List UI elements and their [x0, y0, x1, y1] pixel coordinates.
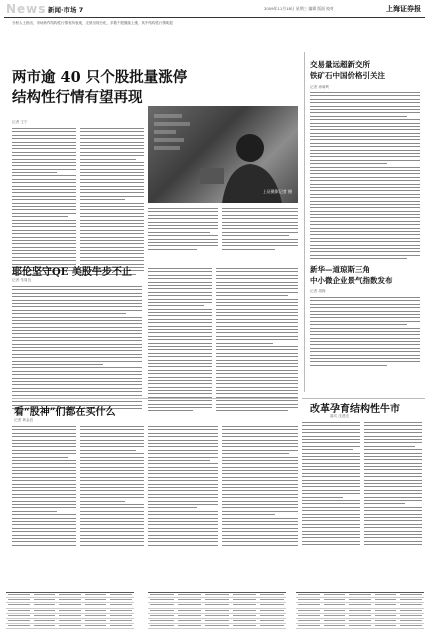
lead-body-col-2 — [80, 128, 144, 277]
market-table-3 — [296, 592, 424, 629]
masthead — [4, 2, 425, 16]
right-mid-body — [310, 297, 420, 368]
qe-body-col-2 — [148, 268, 212, 414]
newspaper-title: 上海证券报 — [386, 4, 421, 13]
lead-body-col-1 — [12, 128, 76, 277]
right-mid-headline-2: 中小微企业景气指数发布 — [310, 276, 393, 285]
qe-body-col-1 — [12, 286, 142, 411]
reform-body-col-2 — [364, 422, 422, 547]
photo-caption: 上证摄影记者 摄 — [262, 189, 292, 194]
lead-headline-1: 两市逾 40 只个股批量涨停 — [12, 69, 188, 86]
right-column-divider — [304, 52, 305, 392]
qe-body-col-3 — [216, 268, 298, 414]
buy-stock-body-col-2 — [80, 426, 144, 548]
lead-byline: 记者 王宁 — [12, 120, 28, 124]
right-top-headline-2: 铁矿石中国价格引关注 — [310, 71, 385, 80]
right-top-body — [310, 92, 420, 262]
lead-photo — [148, 106, 298, 203]
buy-stock-body-col-1 — [12, 426, 76, 548]
reform-body-col-1 — [302, 422, 360, 547]
masthead-brand: News — [6, 2, 47, 16]
qe-byline: 记者 朱周良 — [12, 278, 32, 282]
section-rule-1 — [12, 398, 298, 399]
lead-body-col-3 — [148, 208, 218, 252]
right-top-headline-1: 交易量远超新交所 — [310, 60, 370, 69]
masthead-rule — [4, 17, 425, 18]
market-table-2 — [148, 592, 286, 629]
reform-sub: 嘉宾 沈建光 — [330, 414, 350, 418]
buy-stock-byline: 记者 黄金滔 — [14, 418, 34, 422]
qe-headline: 耶伦坚守QE 美股牛步不止 — [12, 267, 132, 278]
lead-headline-2: 结构性行情有望再现 — [12, 89, 143, 106]
lead-body-col-4 — [222, 208, 298, 252]
buy-stock-body-col-4 — [222, 426, 298, 548]
page-number: 7 — [78, 6, 84, 14]
masthead-section: 新闻·市场 7 — [48, 6, 84, 14]
right-mid-byline: 记者 周翰 — [310, 289, 326, 293]
lead-kicker: 分析人士指出，市场炒作结构性行情有所表现，走势出现分化，多数个股继续上涨，其中结构性行情明显 — [12, 21, 173, 25]
right-mid-headline-1: 新华—道琼斯三角 — [310, 265, 370, 274]
reform-headline: 改革孕育结构性牛市 — [310, 404, 400, 415]
section-rule-2 — [302, 398, 425, 399]
buy-stock-body-col-3 — [148, 426, 218, 548]
masthead-info: 2009年11月18日 星期三 编辑 版面 校对 — [264, 6, 334, 11]
right-top-byline: 记者 徐虞利 — [310, 85, 330, 89]
market-table-1 — [6, 592, 134, 629]
buy-stock-headline: 看“股神”们都在买什么 — [14, 407, 116, 418]
